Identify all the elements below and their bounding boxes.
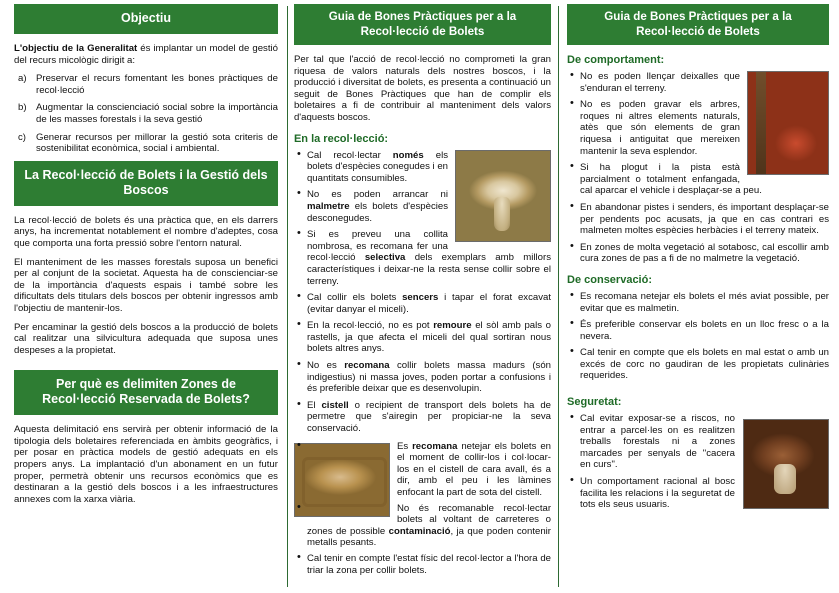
- list-item: [307, 400, 551, 435]
- item-text: Es recomana netejar els bolets el més aviat possible, per evitar que es malmetin.: [580, 290, 829, 314]
- list-item: [580, 71, 829, 94]
- column-left: [6, 4, 288, 589]
- middle-intro-paragraph: Per tal que l'acció de recol·lecció no comprometi la gran riquesa de valors naturals dels nostres boscos, i la producció i diversitat de bolets, es presenta a continuació un seguit de Bones Pràctiques que han de complir els boletaires a fi de contribuir al manteniment dels valors d'aquests boscos.: [293, 54, 552, 123]
- item-keyword: sencers: [402, 292, 439, 304]
- good-practices-list-cont: [294, 441, 551, 577]
- list-item: [580, 202, 829, 237]
- subheading-en-la-recolleccio: En la recol·lecció:: [293, 132, 389, 145]
- left-para-3: Per encaminar la gestió dels boscos a la producció de bolets cal realitzar una silvicultura adequada que suposa unes despeses a la propietat.: [14, 321, 278, 356]
- banner-guia-bones-practiques-2: Guia de Bones Pràctiques per a la Recol·lecció de Bolets: [567, 4, 829, 45]
- item-text: No es poden llençar deixalles que s'enduran el terreny.: [580, 71, 740, 94]
- list-item: [18, 102, 278, 125]
- list-item: [18, 131, 278, 155]
- item-text: No es poden gravar els arbres, roques ni altres elements naturals, atès que són elements de gran riquesa i antiguitat que mereixen mantenir la seva esplendor.: [580, 99, 740, 157]
- item-keyword: cistell: [321, 399, 349, 411]
- behaviour-list: [567, 71, 829, 265]
- objective-marker: b): [18, 102, 27, 114]
- left-para-4: Aquesta delimitació ens servirà per obtenir informació de la tipologia dels boletaires referenciada en àmbits geogràfics, i per posar en pràctica models de gestió adequats en els propers anys. La implantació d'un abonament en un futur proper, permetrà obtenir uns recursos econòmics que es destinaran a la gestió dels boscos i a les infraestructures annexes com la xarxa viària.: [14, 424, 278, 505]
- left-intro-strong: L'objectiu de la Generalitat: [14, 43, 138, 54]
- list-item: [580, 242, 829, 265]
- list-item: [18, 73, 278, 96]
- item-keyword: recomana: [412, 440, 458, 452]
- item-keyword: selectiva: [364, 252, 406, 264]
- item-text-pre: Si es preveu una collita nombrosa, es recomana fer una recol·lecció: [306, 229, 449, 264]
- item-text-pre: Cal recol·lectar: [306, 149, 393, 161]
- list-item: [580, 319, 829, 342]
- item-text-pre: Cal collir els bolets: [306, 292, 403, 304]
- item-text: Cal evitar exposar-se a riscos, no entrar a parcel·les on es realitzen treballs forestals ni a zones marcades per senyals de "cacera en curs".: [580, 413, 735, 471]
- item-text-pre: No es poden arrancar ni: [306, 189, 449, 201]
- list-item: [307, 229, 551, 287]
- list-item: [307, 292, 551, 315]
- list-item: [307, 189, 551, 224]
- objective-text: Preservar el recurs fomentant les bones pràctiques de recol·lecció: [36, 73, 278, 96]
- banner-objectiu: Objectiu: [14, 4, 278, 34]
- left-intro-paragraph: [14, 43, 278, 66]
- left-intro-rest: és implantar un model de gestió del recurs micològic dirigit a:: [14, 43, 278, 66]
- item-text-pre: El: [306, 399, 322, 411]
- item-text-post: el sòl amb pals o rastells, ja que afecta el miceli del qual sortiran nous bolets altres anys.: [306, 320, 552, 355]
- item-text: En abandonar pistes i senders, és important desplaçar-se per pendents poc acusats, ja que en cas contrari es malmeten moltes espècies herbàcies i el terreny mateix.: [580, 201, 829, 237]
- good-practices-list: [294, 150, 551, 435]
- objective-text: Augmentar la conscienciació social sobre la importància de les masses forestals i la seva gestió: [36, 102, 278, 125]
- list-item: [307, 503, 551, 549]
- list-item: [307, 150, 551, 185]
- column-middle: [288, 4, 559, 589]
- item-text: Si ha plogut i la pista està parcialment o totalment enfangada, cal aparcar el vehicle i desplaçar-se a peu.: [580, 162, 762, 197]
- item-keyword: contaminació: [388, 525, 451, 537]
- item-text-post: collir bolets massa madurs (són indigestius) ni massa joves, poden portar a confusions i és preferible deixar que es desenvolupin.: [306, 360, 552, 395]
- item-text-post: o recipient de transport dels bolets ha de permetre que s'airegin per propiciar-ne la seva conservació.: [306, 399, 552, 435]
- safety-list: [567, 413, 829, 511]
- item-keyword: recomana: [344, 360, 390, 372]
- list-item: [580, 476, 829, 511]
- item-text-post: netejar els bolets en el moment de collir-los i col·locar-los en el cistell de cara avall, és a dir, amb el peu i les làmines enfocant la part de sota del cistell.: [396, 440, 552, 498]
- subheading-de-conservacio: De conservació:: [567, 273, 652, 286]
- item-text-post: els bolets d'espècies desconegudes.: [306, 200, 449, 224]
- subheading-seguretat: Seguretat:: [567, 396, 622, 409]
- objective-text: Generar recursos per millorar la gestió sota criteris de sostenibilitat econòmica, social i ambiental.: [36, 131, 278, 155]
- item-text: Cal tenir en compte que els bolets en mal estat o amb un excés de corc no gaudiran de les propietats culinàries requerides.: [580, 347, 829, 382]
- banner-recolleccio-gestio: La Recol·lecció de Bolets i la Gestió dels Boscos: [14, 161, 278, 206]
- list-item: [580, 162, 829, 197]
- list-item: [307, 441, 551, 499]
- item-text-pre: Cal tenir en compte l'estat físic del recol·lector a l'hora de triar la zona per collir bolets.: [306, 552, 552, 576]
- item-keyword: malmetre: [306, 200, 350, 212]
- banner-guia-bones-practiques-1: Guia de Bones Pràctiques per a la Recol·lecció de Bolets: [294, 4, 551, 45]
- item-text-post: , ja que poden contenir metalls pesants.: [306, 525, 552, 549]
- list-item: [580, 347, 829, 382]
- list-item: [307, 553, 551, 576]
- item-text-pre: En la recol·lecció, no es pot: [306, 320, 434, 332]
- left-para-2: El manteniment de les masses forestals suposa un benefici per al conjunt de la societat. Aquesta ha de conscienciar-se de la importància d'aquests espais i també sobre les dificultats dels titulars dels boscos per obtenir ingressos amb l'objectiu de mantenir-los.: [14, 256, 278, 314]
- item-keyword: remoure: [433, 320, 472, 332]
- banner-zones-reservades: Per què es delimiten Zones de Recol·lecció Reservada de Bolets?: [14, 370, 278, 415]
- item-text-pre: Es: [396, 440, 413, 452]
- item-text-post: els bolets d'espècies conegudes i en quantitats consumibles.: [306, 149, 449, 184]
- list-item: [580, 291, 829, 314]
- item-text-pre: No és recomanable recol·lectar bolets al voltant de carreteres o zones de possible: [306, 502, 552, 537]
- list-item: [580, 413, 829, 471]
- list-item: [580, 99, 829, 157]
- column-right: [559, 4, 833, 589]
- item-text: És preferible conservar els bolets en un lloc fresc o a la nevera.: [580, 319, 829, 342]
- item-keyword: només: [392, 149, 424, 161]
- item-text: Un comportament racional al bosc facilita les relacions i la seguretat de tots els seus usuaris.: [580, 476, 735, 511]
- item-text-post: i tapar el forat excavat (evitar danyar el miceli).: [306, 292, 552, 315]
- objectives-list: [14, 73, 278, 155]
- list-item: [307, 360, 551, 395]
- item-text-post: dels exemplars amb millors característiques i deixar-ne la resta sense collir sobre el terreny.: [306, 252, 552, 287]
- subheading-de-comportament: De comportament:: [567, 54, 665, 66]
- objective-marker: c): [18, 131, 26, 143]
- left-para-1: La recol·lecció de bolets és una pràctica que, en els darrers anys, ha incrementat notablement el nombre d'adeptes, cosa que comporta una forta pressió sobre l'entorn natural.: [14, 214, 278, 249]
- conservation-list: [567, 291, 829, 382]
- objective-marker: a): [18, 73, 27, 85]
- list-item: [307, 320, 551, 355]
- item-text-pre: No es: [306, 360, 345, 372]
- item-text: En zones de molta vegetació al sotabosc, cal escollir amb cura zones de pas a fi de no malmetre la vegetació.: [580, 241, 829, 265]
